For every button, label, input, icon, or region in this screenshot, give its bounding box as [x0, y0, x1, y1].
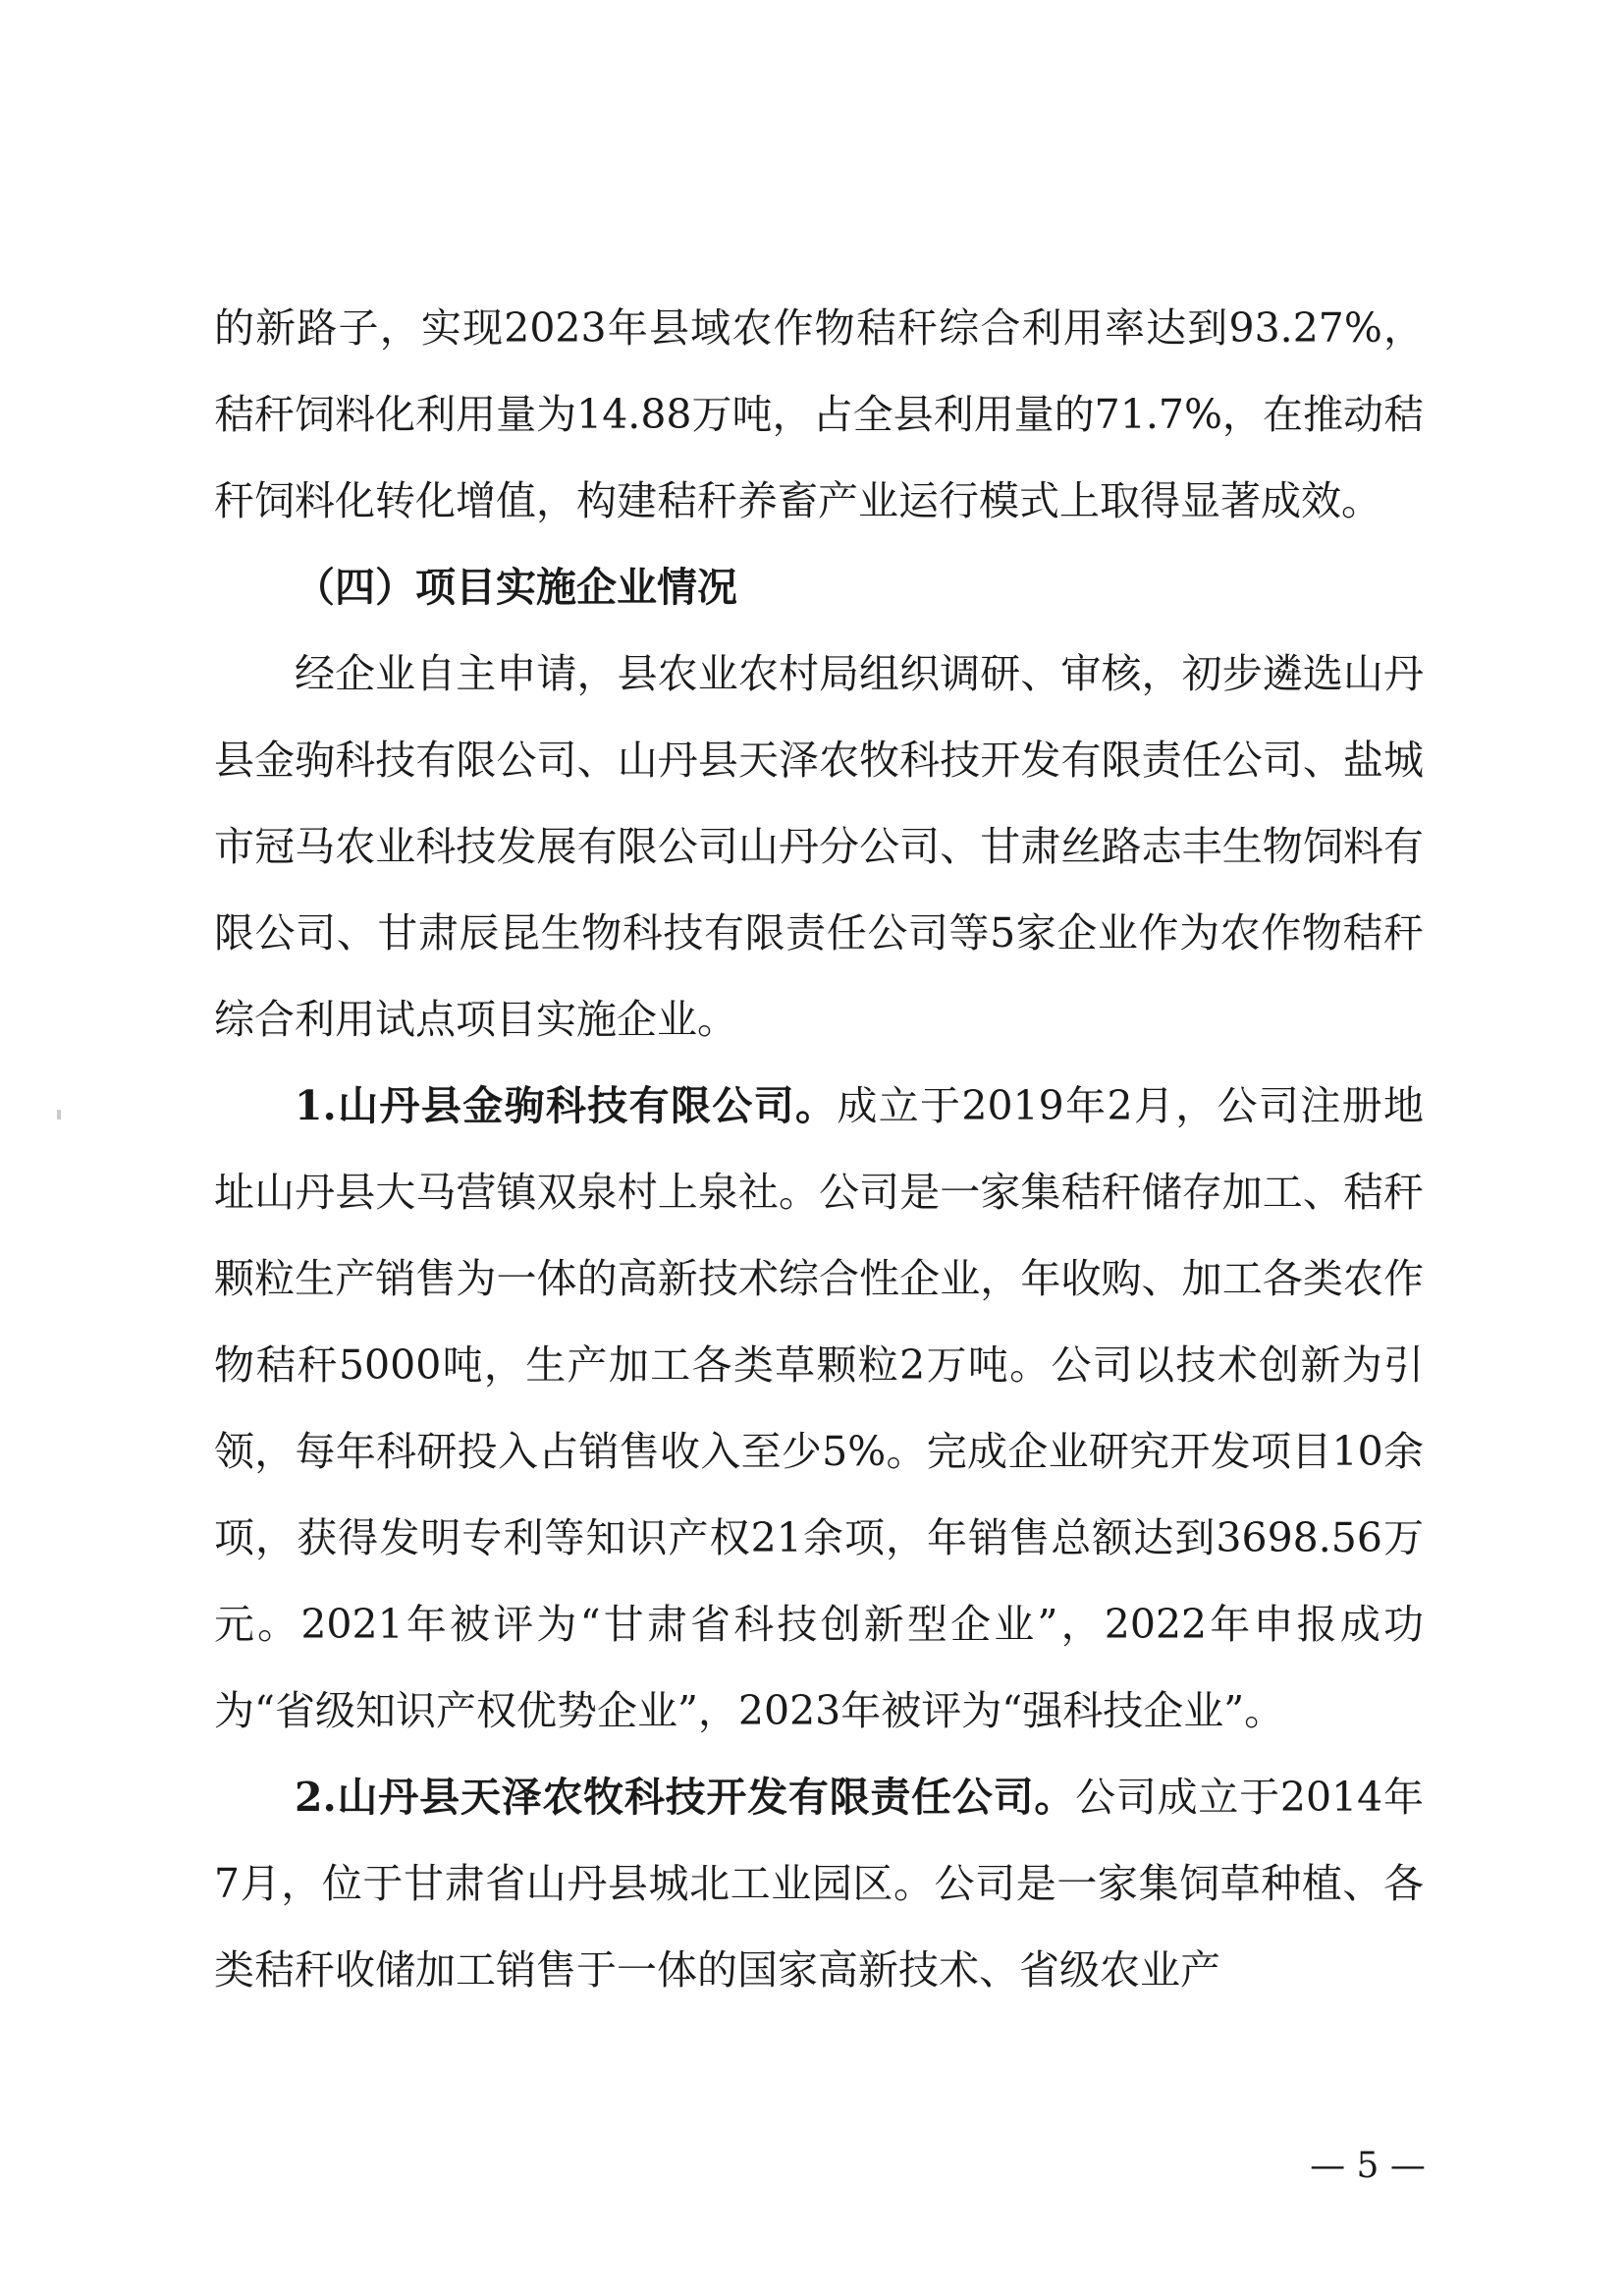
paragraph-continuation: 的新路子，实现2023年县域农作物秸秆综合利用率达到93.27%，秸秆饲料化利用量为14.88万吨，占全县利用量的71.7%，在推动秸秆饲料化转化增值，构建秸秆养畜产业运行模式上取得显著成效。	[214, 304, 1424, 524]
enterprise-item-2	[214, 1754, 1424, 2013]
enterprise-item-2-body: 公司成立于2014年7月，位于甘肃省山丹县城北工业园区。公司是一家集饲草种植、各类秸秆收储加工销售于一体的国家高新技术、省级农业产	[214, 1774, 1424, 1994]
page-number: — 5 —	[1310, 2146, 1426, 2186]
enterprise-item-2-title: 2.山丹县天泽农牧科技开发有限责任公司。	[295, 1774, 1076, 1821]
enterprise-item-1-title: 1.山丹县金驹科技有限公司。	[295, 1082, 838, 1129]
section-heading: （四）项目实施企业情况	[295, 564, 737, 611]
body-text	[214, 285, 1424, 2013]
paragraph-enterprise-selection: 经企业自主申请，县农业农村局组织调研、审核，初步遴选山丹县金驹科技有限公司、山丹县天泽农牧科技开发有限责任公司、盐城市冠马农业科技发展有限公司山丹分公司、甘肃丝路志丰生物饲料有限公司、甘肃辰昆生物科技有限责任公司等5家企业作为农作物秸秆综合利用试点项目实施企业。	[214, 650, 1424, 1043]
scan-margin-mark	[57, 1110, 61, 1120]
enterprise-item-1-body: 成立于2019年2月，公司注册地址山丹县大马营镇双泉村上泉社。公司是一家集秸秆储存加工、秸秆颗粒生产销售为一体的高新技术综合性企业，年收购、加工各类农作物秸秆5000吨，生产加工各类草颗粒2万吨。公司以技术创新为引领，每年科研投入占销售收入至少5%。完成企业研究开发项目10余项，获得发明专利等知识产权21余项，年销售总额达到3698.56万元。2021年被评为“甘肃省科技创新型企业”，2022年申报成功为“省级知识产权优势企业”，2023年被评为“强科技企业”。	[214, 1082, 1424, 1734]
enterprise-item-1	[214, 1063, 1424, 1754]
